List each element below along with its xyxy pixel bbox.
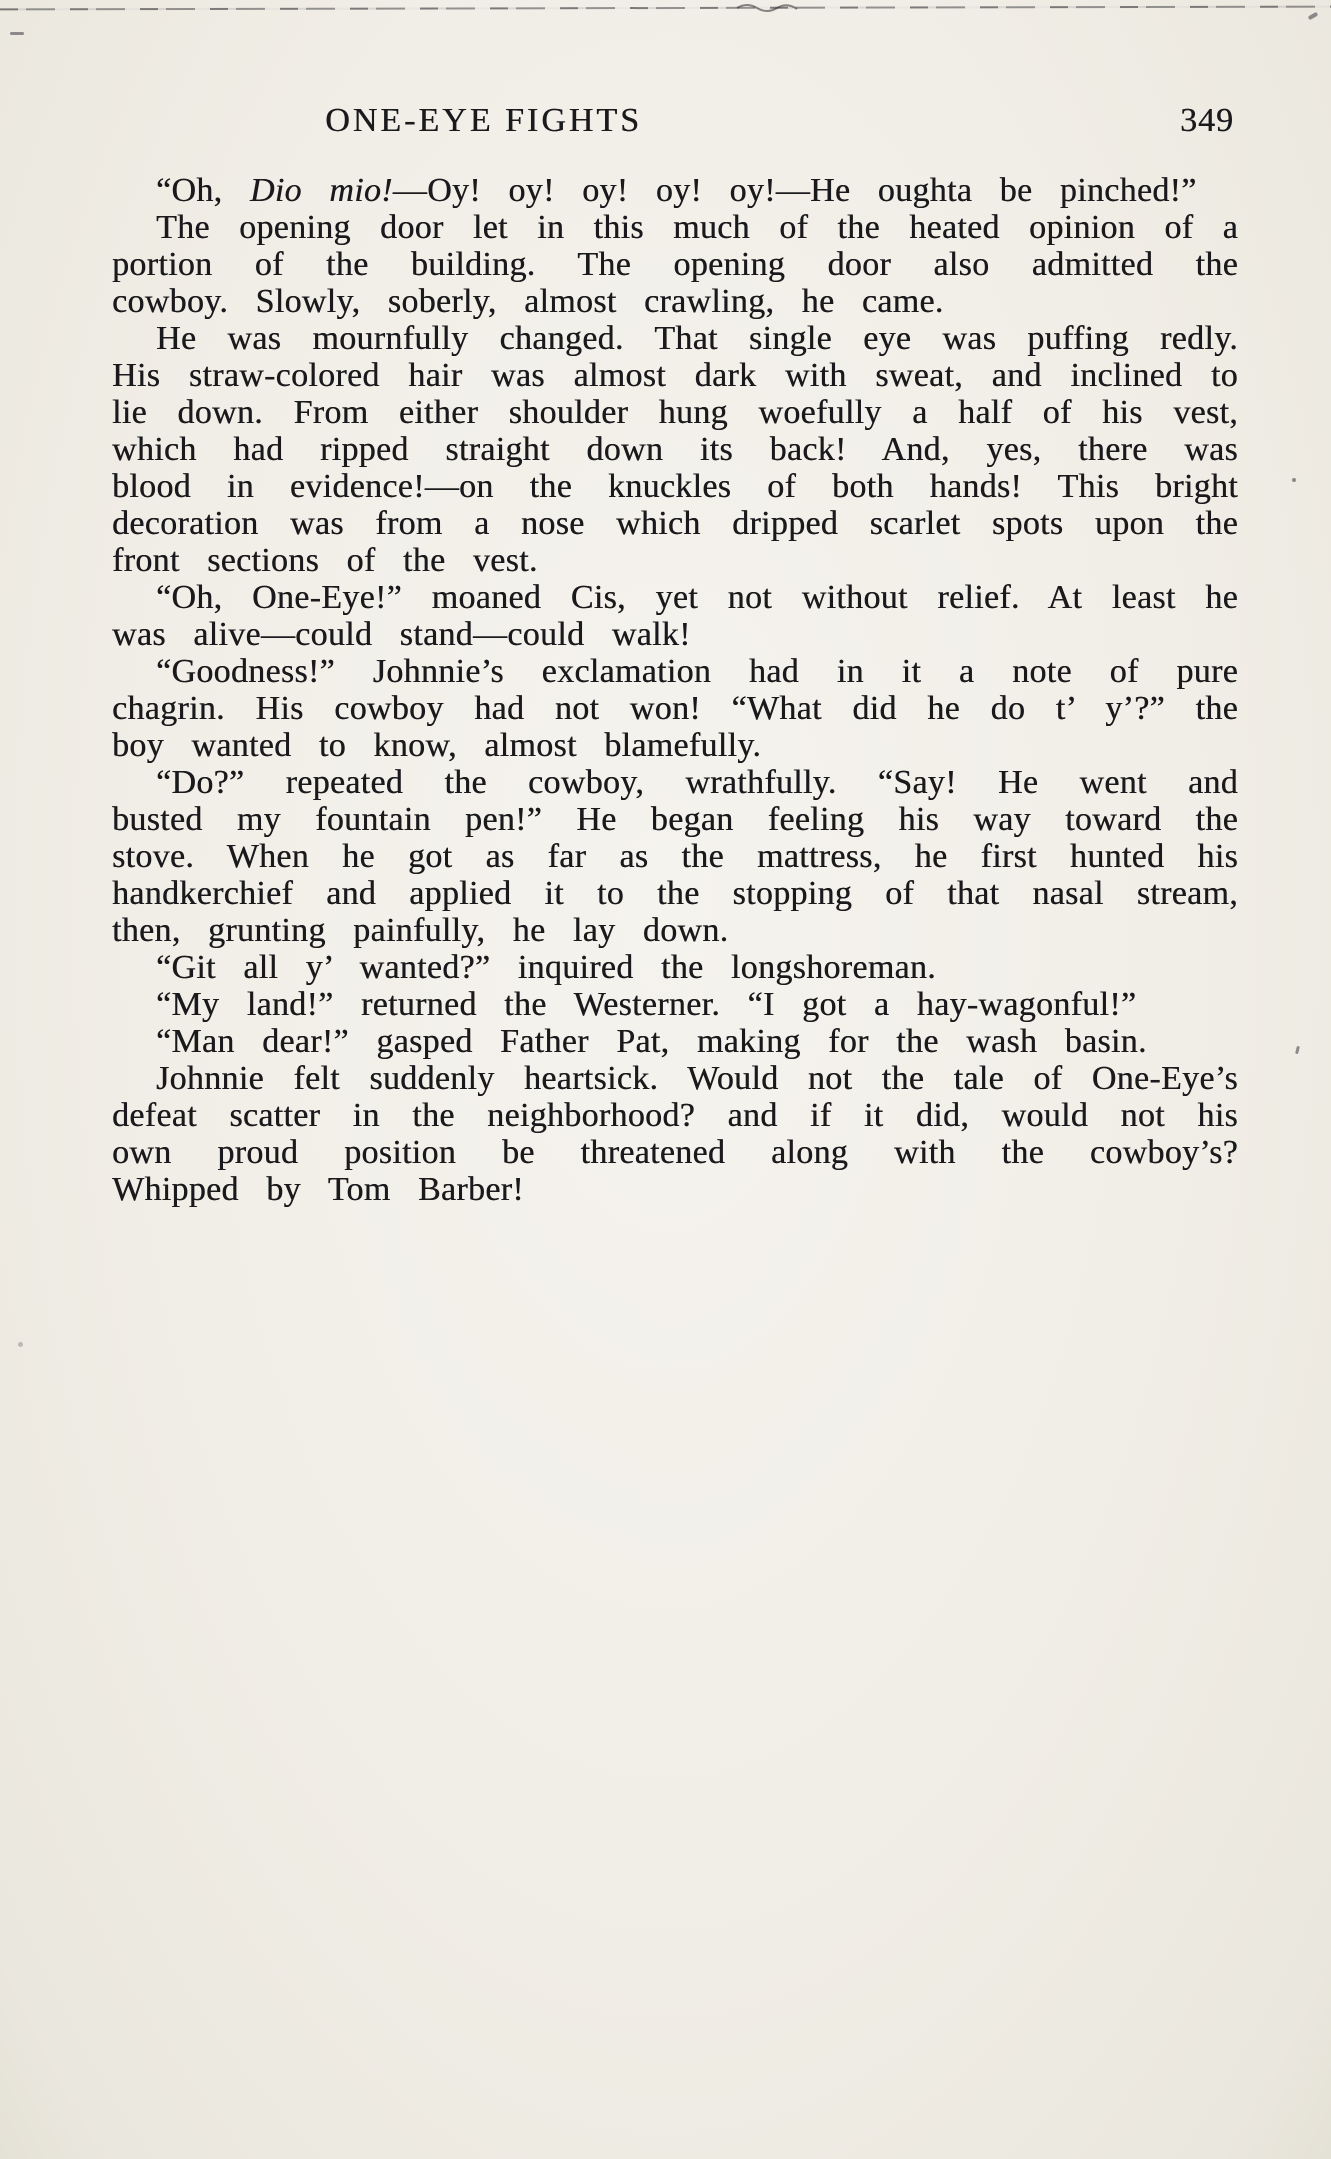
paragraph: He was mournfully changed. That single eye was puffing redly. His straw-colored hair was almost dark with sweat, and inclined to lie down. From either shoulder hung woefully a half of his vest, which had ripped straight down its back! And, yes, there was blood in evidence!—on the knuckles of both hands! This bright decoration was from a nose which dripped scarlet spots upon the front sections of the vest. <box>112 320 1238 579</box>
paragraph: “Do?” repeated the cowboy, wrathfully. “Say! He went and busted my fountain pen!” He began feeling his way toward the stove. When he got as far as the mattress, he first hunted his handkerchief and applied it to the stopping of that nasal stream, then, grunting painfully, he lay down. <box>112 764 1238 949</box>
running-head <box>112 102 1238 148</box>
paragraph-text: —Oy! oy! oy! oy! oy!—He oughta be pinched!” <box>392 172 1197 209</box>
running-head-title: ONE-EYE FIGHTS <box>325 102 642 139</box>
page-number: 349 <box>1180 102 1234 139</box>
scan-artifact-speck <box>1292 478 1296 482</box>
paragraph: “Man dear!” gasped Father Pat, making for the wash basin. <box>156 1023 1147 1060</box>
scan-artifact-squiggle <box>735 0 805 18</box>
scan-artifact-speck <box>1295 1046 1300 1054</box>
paragraph: “Goodness!” Johnnie’s exclamation had in it a note of pure chagrin. His cowboy had not won! “What did he do t’ y’?” the boy wanted to know, almost blamefully. <box>112 653 1238 764</box>
page-content <box>112 102 1238 1208</box>
paragraph: “My land!” returned the Westerner. “I got a hay-wagonful!” <box>156 986 1137 1023</box>
scan-artifact-top-edge <box>0 6 1331 11</box>
paragraph: Johnnie felt suddenly heartsick. Would not the tale of One-Eye’s defeat scatter in the neighborhood? and if it did, would not his own proud position be threatened along with the cowboy’s? Whipped by Tom Barber! <box>112 1060 1238 1208</box>
italic-phrase: Dio mio! <box>249 172 393 209</box>
scan-artifact-speck <box>1308 12 1319 20</box>
body-text <box>112 172 1238 1208</box>
paragraph-text: “Oh, <box>156 172 250 209</box>
scan-artifact-speck <box>10 32 24 35</box>
scan-artifact-speck <box>18 1342 23 1347</box>
paragraph: “Git all y’ wanted?” inquired the longshoreman. <box>156 949 936 986</box>
paragraph <box>112 172 1238 209</box>
paragraph: The opening door let in this much of the heated opinion of a portion of the building. The opening door also admitted the cowboy. Slowly, soberly, almost crawling, he came. <box>112 209 1238 320</box>
paragraph: “Oh, One-Eye!” moaned Cis, yet not without relief. At least he was alive—could stand—could walk! <box>112 579 1238 653</box>
